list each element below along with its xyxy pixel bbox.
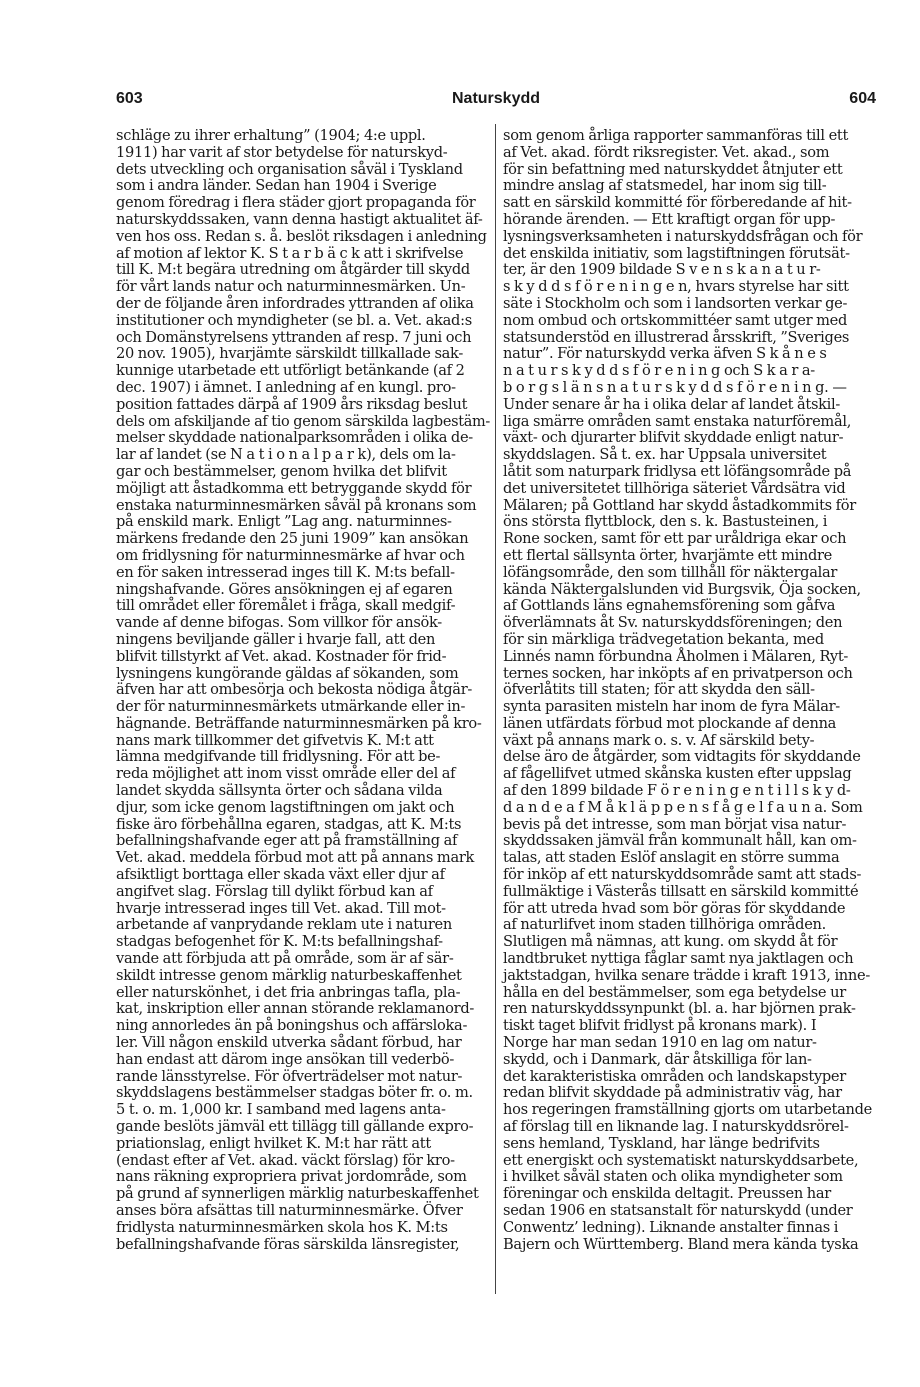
left-column	[116, 128, 490, 1253]
text-line: Vet. akad. meddela förbud mot att på annans mark	[116, 849, 475, 867]
text-line: 1911) har varit af stor betydelse för naturskyd-	[116, 143, 448, 161]
text-line: för inköp af ett naturskyddsområde samt att stads-	[503, 866, 862, 884]
page-number-left: 603	[116, 90, 143, 107]
text-line: föreningar och enskilda deltagit. Preussen har	[503, 1185, 831, 1203]
text-line: han endast att därom inge ansökan till vederbö-	[116, 1050, 455, 1068]
text-line: fridlysta naturminnesmärken skola hos K. M:ts	[116, 1218, 448, 1236]
text-line: lysningens kungörande gäldas af sökanden, som	[116, 664, 459, 682]
text-line: skildt intresse genom märklig naturbeskaffenhet	[116, 966, 462, 984]
text-line: delse äro de åtgärder, som vidtagits för skyddande	[503, 748, 861, 766]
text-line: d a n d e a f M å k l ä p p e n s f å g e l f a u n a. Som	[503, 798, 863, 816]
text-line: blifvit tillstyrkt af Vet. akad. Kostnader för frid-	[116, 647, 447, 665]
text-line: för sin märkliga trädvegetation bekanta, med	[503, 630, 824, 648]
text-line: s k y d d s f ö r e n i n g e n, hvars styrelse har sitt	[503, 278, 849, 296]
text-line: landet skydda sällsynta örter och sådana vilda	[116, 782, 443, 800]
text-line: Linnés namn förbundna Åholmen i Mälaren, Ryt-	[503, 647, 849, 665]
text-line: djur, som icke genom lagstiftningen om jakt och	[116, 798, 455, 816]
text-line: fullmäktige i Västerås tillsatt en särskild kommitté	[503, 882, 859, 900]
text-line: lämna medgifvande till fridlysning. För att be-	[116, 748, 441, 766]
text-line: ningshafvande. Göres ansökningen ej af egaren	[116, 580, 453, 598]
text-line: Slutligen må nämnas, att kung. om skydd åt för	[503, 933, 838, 951]
text-line: och Domänstyrelsens yttranden af resp. 7 juni och	[116, 328, 472, 346]
text-line: om fridlysning för naturminnesmärke af hvar och	[116, 546, 465, 564]
text-line: ett flertal sällsynta örter, hvarjämte ett mindre	[503, 546, 833, 564]
text-line: position fattades därpå af 1909 års riksdag beslut	[116, 395, 468, 413]
text-line: växt på annans mark o. s. v. Af särskild bety-	[503, 731, 815, 749]
text-line: Mälaren; på Gottland har skydd åstadkommits för	[503, 496, 856, 514]
text-line: af förslag till en liknande lag. I naturskyddsrörel-	[503, 1118, 849, 1136]
text-line: växt- och djurarter blifvit skyddade enligt natur-	[503, 429, 844, 447]
text-line: hörande ärenden. — Ett kraftigt organ för upp-	[503, 210, 836, 228]
page-header	[116, 90, 876, 112]
text-line: det karakteristiska områden och landskapstyper	[503, 1067, 846, 1085]
text-line: melser skyddade nationalparksområden i olika de-	[116, 429, 473, 447]
text-line: Rone socken, samt för ett par uråldriga ekar och	[503, 530, 847, 548]
text-line: 20 nov. 1905), hvarjämte särskildt tillkallade sak-	[116, 345, 463, 363]
text-line: synta parasiten misteln har inom de fyra Mälar-	[503, 698, 840, 716]
text-line: statsunderstöd en illustrerad årsskrift, ”Sveriges	[503, 328, 850, 346]
text-line: för vårt lands natur och naturminnesmärken. Un-	[116, 278, 466, 296]
text-line: af den 1899 bildade F ö r e n i n g e n t i l l s k y d-	[503, 782, 851, 800]
text-line: liga smärre områden samt enstaka naturföremål,	[503, 412, 852, 430]
text-line: sens hemland, Tyskland, har länge bedrifvits	[503, 1134, 820, 1152]
text-line: det universitetet tillhöriga säteriet Vårdsätra vid	[503, 479, 846, 497]
text-line: naturskyddssaken, vann denna hastigt aktualitet äf-	[116, 210, 483, 228]
text-line: mindre anslag af statsmedel, har inom sig till-	[503, 177, 827, 195]
text-line: af motion af lektor K. S t a r b ä c k att i skrifvelse	[116, 244, 464, 262]
text-line: för sin befattning med naturskyddet åtnjuter ett	[503, 160, 843, 178]
text-line: af Gottlands läns egnahemsförening som gåfva	[503, 597, 836, 615]
text-line: dels om afskiljande af tio genom särskilda lagbestäm-	[116, 412, 491, 430]
text-line: jaktstadgan, hvilka senare trädde i kraft 1913, inne-	[503, 966, 870, 984]
text-line: skyddslagens bestämmelser stadgas böter fr. o. m.	[116, 1084, 473, 1102]
text-line: nans räkning expropriera privat jordområde, som	[116, 1168, 467, 1186]
text-line: reda möjlighet att inom visst område eller del af	[116, 765, 456, 783]
text-line: ternes socken, har inköpts af en privatperson och	[503, 664, 853, 682]
text-line: ning annorledes än på boningshus och affärsloka-	[116, 1017, 468, 1035]
text-line: hvarje intresserad inges till Vet. akad. Till mot-	[116, 899, 446, 917]
text-line: lysningsverksamheten i naturskyddsfrågan och för	[503, 227, 863, 245]
text-line: öns största flyttblock, den s. k. Bastusteinen, i	[503, 513, 828, 531]
text-line: gar och bestämmelser, genom hvilka det blifvit	[116, 462, 447, 480]
text-line: Conwentz’ ledning). Liknande anstalter finnas i	[503, 1218, 839, 1236]
text-line: kunnige utarbetade ett utförligt betänkande (af 2	[116, 362, 465, 380]
text-line: dec. 1907) i ämnet. I anledning af en kungl. pro-	[116, 378, 456, 396]
text-line: öfverlämnats åt Sv. naturskyddsföreningen; den	[503, 614, 843, 632]
text-line: nom ombud och ortskommittéer samt utger med	[503, 311, 848, 329]
text-line: en för saken intresserad inges till K. M:ts befall-	[116, 563, 455, 581]
text-line: angifvet slag. Förslag till dylikt förbud kan af	[116, 882, 433, 900]
text-line: ren naturskyddssynpunkt (bl. a. har björnen prak-	[503, 1000, 856, 1018]
text-line: som genom årliga rapporter sammanföras till ett	[503, 127, 849, 144]
right-column	[503, 128, 877, 1253]
text-line: hos regeringen framställning gjorts om utarbetande	[503, 1101, 872, 1119]
column-divider	[495, 124, 496, 1294]
text-line: befallningshafvande föras särskilda länsregister,	[116, 1235, 460, 1253]
text-line: möjligt att åstadkomma ett betryggande skydd för	[116, 479, 472, 497]
text-line: der de följande åren infordrades yttranden af olika	[116, 294, 474, 312]
text-line: redan blifvit skyddade på administrativ väg, har	[503, 1084, 842, 1102]
text-line: ler. Vill någon enskild utverka sådant förbud, har	[116, 1034, 462, 1052]
text-line: institutioner och myndigheter (se bl. a. Vet. akad:s	[116, 311, 472, 329]
text-line: (endast efter af Vet. akad. väckt förslag) för kro-	[116, 1151, 455, 1169]
text-line: af naturlifvet inom staden tillhöriga områden.	[503, 916, 826, 934]
text-line: satt en särskild kommitté för förberedande af hit-	[503, 194, 852, 212]
text-line: skyddslagen. Så t. ex. har Uppsala universitet	[503, 446, 827, 464]
text-line: gande beslöts jämväl ett tillägg till gällande expro-	[116, 1118, 474, 1136]
text-line: ett energiskt och systematiskt naturskyddsarbete,	[503, 1151, 859, 1169]
text-line: n a t u r s k y d d s f ö r e n i n g och S k a r a-	[503, 362, 815, 380]
text-line: nans mark tillkommer det gifvetvis K. M:t att	[116, 731, 434, 749]
text-line: på enskild mark. Enligt ”Lag ang. naturminnes-	[116, 513, 452, 531]
text-line: vande af denne bifogas. Som villkor för ansök-	[116, 614, 442, 632]
text-line: ven hos oss. Redan s. å. beslöt riksdagen i anledning	[116, 227, 487, 245]
text-line: schläge zu ihrer erhaltung” (1904; 4:e uppl.	[116, 127, 426, 144]
text-line: hägnande. Beträffande naturminnesmärken på kro-	[116, 714, 482, 732]
text-line: länen utfärdats förbud mot plockande af denna	[503, 714, 837, 732]
text-line: låtit som naturpark fridlysa ett löfängsområde på	[503, 462, 852, 480]
text-line: äfven har att ombesörja och bekosta nödiga åtgär-	[116, 681, 473, 699]
text-line: ter, är den 1909 bildade S v e n s k a n a t u r-	[503, 261, 821, 279]
text-line: afsiktligt borttaga eller skada växt eller djur af	[116, 866, 445, 884]
text-line: tiskt taget blifvit fridlyst på kronans mark). I	[503, 1017, 817, 1035]
text-line: hålla en del bestämmelser, som ega betydelse ur	[503, 983, 846, 1001]
text-line: Under senare år ha i olika delar af landet åtskil-	[503, 395, 841, 413]
text-line: för att utreda hvad som bör göras för skyddande	[503, 899, 846, 917]
text-line: sedan 1906 en statsanstalt för naturskydd (under	[503, 1202, 853, 1219]
text-line: till K. M:t begära utredning om åtgärder till skydd	[116, 261, 470, 279]
text-line: dets utveckling och organisation såväl i Tyskland	[116, 160, 463, 178]
text-line: det enskilda initiativ, som lagstiftningen förutsät-	[503, 244, 850, 262]
text-line: fiske äro förbehållna egaren, stadgas, att K. M:ts	[116, 815, 462, 833]
text-line: eller naturskönhet, i det fria anbringas tafla, pla-	[116, 983, 461, 1001]
text-line: kända Näktergalslunden vid Burgsvik, Öja socken,	[503, 580, 861, 598]
text-line: b o r g s l ä n s n a t u r s k y d d s f ö r e n i n g. —	[503, 378, 847, 396]
text-line: stadgas befogenhet för K. M:ts befallningshaf-	[116, 933, 443, 951]
text-line: befallningshafvande eger att på framställning af	[116, 832, 458, 850]
text-line: landtbruket nyttiga fåglar samt nya jaktlagen och	[503, 950, 854, 968]
text-line: kat, inskription eller annan störande reklamanord-	[116, 1000, 475, 1018]
running-title: Naturskydd	[451, 90, 541, 107]
text-line: rande länsstyrelse. För öfverträdelser mot natur-	[116, 1067, 463, 1085]
text-line: vande att förbjuda att på område, som är af sär-	[116, 950, 454, 968]
page-number-right: 604	[849, 90, 876, 107]
text-line: bevis på det intresse, som man börjat visa natur-	[503, 815, 847, 833]
text-line: säte i Stockholm och som i landsorten verkar ge-	[503, 294, 848, 312]
text-line: talas, att staden Eslöf anslagit en större summa	[503, 849, 840, 867]
text-line: ningens beviljande gäller i hvarje fall, att den	[116, 630, 436, 648]
text-line: genom föredrag i flera städer gjort propaganda för	[116, 194, 476, 212]
text-line: der för naturminnesmärkets utmärkande eller in-	[116, 698, 466, 716]
text-line: öfverlåtits till staten; för att skydda den säll-	[503, 681, 815, 699]
text-line: märkens fredande den 25 juni 1909” kan ansökan	[116, 530, 469, 548]
text-line: till området eller föremålet i fråga, skall medgif-	[116, 597, 456, 615]
text-line: arbetande af vanprydande reklam ute i naturen	[116, 916, 452, 934]
text-line: i hvilket såväl staten och olika myndigheter som	[503, 1168, 843, 1186]
text-line: på grund af synnerligen märklig naturbeskaffenhet	[116, 1185, 479, 1203]
text-line: enstaka naturminnesmärken såväl på kronans som	[116, 496, 477, 514]
text-line: Norge har man sedan 1910 en lag om natur-	[503, 1034, 817, 1052]
text-line: priationslag, enligt hvilket K. M:t har rätt att	[116, 1134, 431, 1152]
text-line: löfängsområde, den som tillhåll för näktergalar	[503, 563, 838, 581]
text-line: natur”. För naturskydd verka äfven S k å n e s	[503, 345, 827, 363]
text-line: 5 t. o. m. 1,000 kr. I samband med lagens anta-	[116, 1101, 446, 1119]
text-line: skydd, och i Danmark, där åtskilliga för lan-	[503, 1050, 812, 1068]
text-line: som i andra länder. Sedan han 1904 i Sverige	[116, 177, 437, 195]
text-line: lar af landet (se N a t i o n a l p a r k), dels om la-	[116, 446, 456, 464]
text-line: skyddssaken jämväl från kommunalt håll, kan om-	[503, 832, 857, 850]
text-line: Bajern och Württemberg. Bland mera kända tyska	[503, 1235, 859, 1253]
text-line: af fågellifvet utmed skånska kusten efter uppslag	[503, 765, 852, 783]
text-line: anses böra afsättas till naturminnesmärke. Öfver	[116, 1202, 463, 1219]
text-line: af Vet. akad. fördt riksregister. Vet. akad., som	[503, 143, 830, 161]
